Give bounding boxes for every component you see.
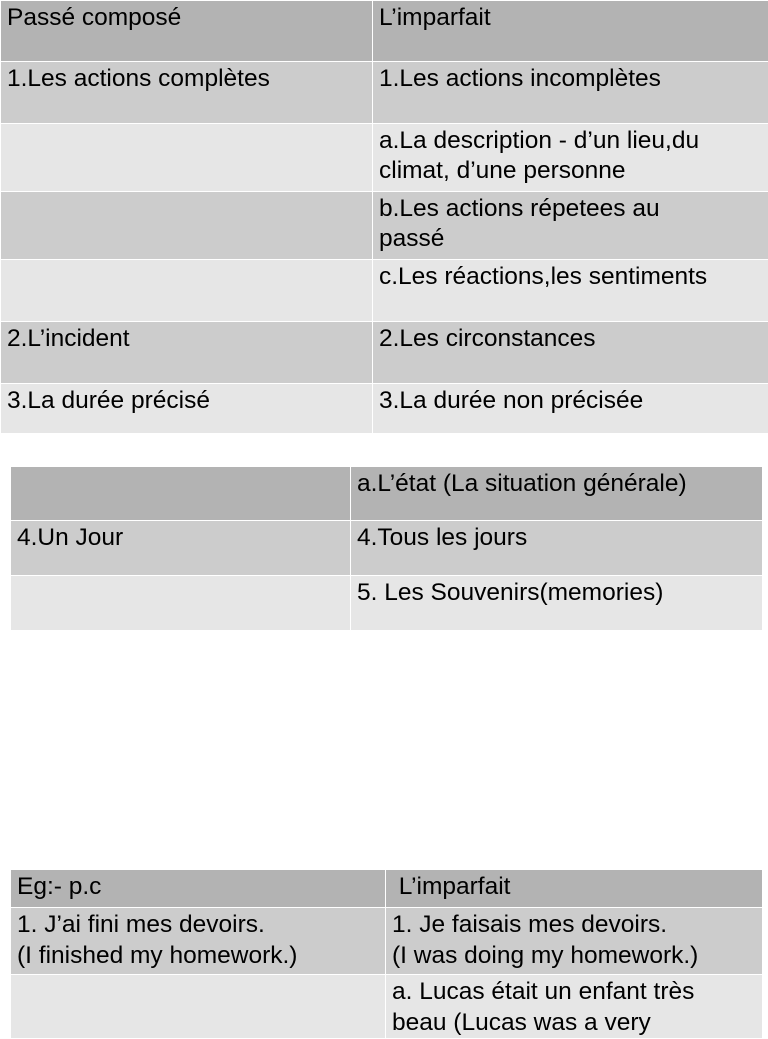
table-cell — [373, 192, 768, 260]
table-header-row — [1, 1, 768, 62]
cell-line: 1. J’ai fini mes devoirs. — [17, 909, 385, 940]
table-cell: 5. Les Souvenirs(memories) — [351, 576, 763, 631]
table-cell: a.L’état (La situation générale) — [351, 467, 763, 521]
table-cell — [1, 192, 373, 260]
table-cell — [1, 124, 373, 192]
table-header-row — [11, 870, 763, 908]
table-row — [1, 384, 768, 434]
cell-line: a. Lucas était un enfant très — [392, 976, 762, 1007]
table-cell — [11, 908, 386, 975]
table-cell — [11, 467, 351, 521]
table-cell: 2.Les circonstances — [373, 322, 768, 384]
table-cell: c.Les réactions,les sentiments — [373, 260, 768, 322]
table-row — [1, 260, 768, 322]
comparison-table-extra — [10, 466, 763, 631]
cell-line: passé — [379, 224, 768, 254]
header-example-imparfait: L’imparfait — [386, 870, 763, 908]
header-imparfait: L’imparfait — [373, 1, 768, 62]
table-row — [1, 322, 768, 384]
table-cell — [386, 908, 763, 975]
table-row — [11, 521, 763, 576]
table-cell — [1, 260, 373, 322]
header-example-pc: Eg:- p.c — [11, 870, 386, 908]
table-row — [1, 192, 768, 260]
table-row — [11, 576, 763, 631]
table-row — [1, 62, 768, 124]
table-row — [11, 975, 763, 1039]
table-row — [11, 908, 763, 975]
table-cell: 3.La durée précisé — [1, 384, 373, 434]
table-cell — [373, 124, 768, 192]
examples-table — [10, 869, 763, 1039]
comparison-table-main — [0, 0, 768, 434]
cell-line: 1. Je faisais mes devoirs. — [392, 909, 762, 940]
table-row — [1, 124, 768, 192]
cell-line: a.La description - d’un lieu,du — [379, 126, 768, 156]
table-cell — [386, 975, 763, 1039]
table-cell: 4.Un Jour — [11, 521, 351, 576]
table-cell: 1.Les actions complètes — [1, 62, 373, 124]
table-row — [11, 467, 763, 521]
table-cell: 2.L’incident — [1, 322, 373, 384]
table-cell: 1.Les actions incomplètes — [373, 62, 768, 124]
table-cell — [11, 975, 386, 1039]
cell-line: b.Les actions répetees au — [379, 194, 768, 224]
table-cell: 4.Tous les jours — [351, 521, 763, 576]
cell-line: (I was doing my homework.) — [392, 940, 762, 971]
table-cell: 3.La durée non précisée — [373, 384, 768, 434]
header-passe-compose: Passé composé — [1, 1, 373, 62]
cell-line: (I finished my homework.) — [17, 940, 385, 971]
cell-line: climat, d’une personne — [379, 156, 768, 186]
cell-line: beau (Lucas was a very — [392, 1007, 762, 1038]
table-cell — [11, 576, 351, 631]
